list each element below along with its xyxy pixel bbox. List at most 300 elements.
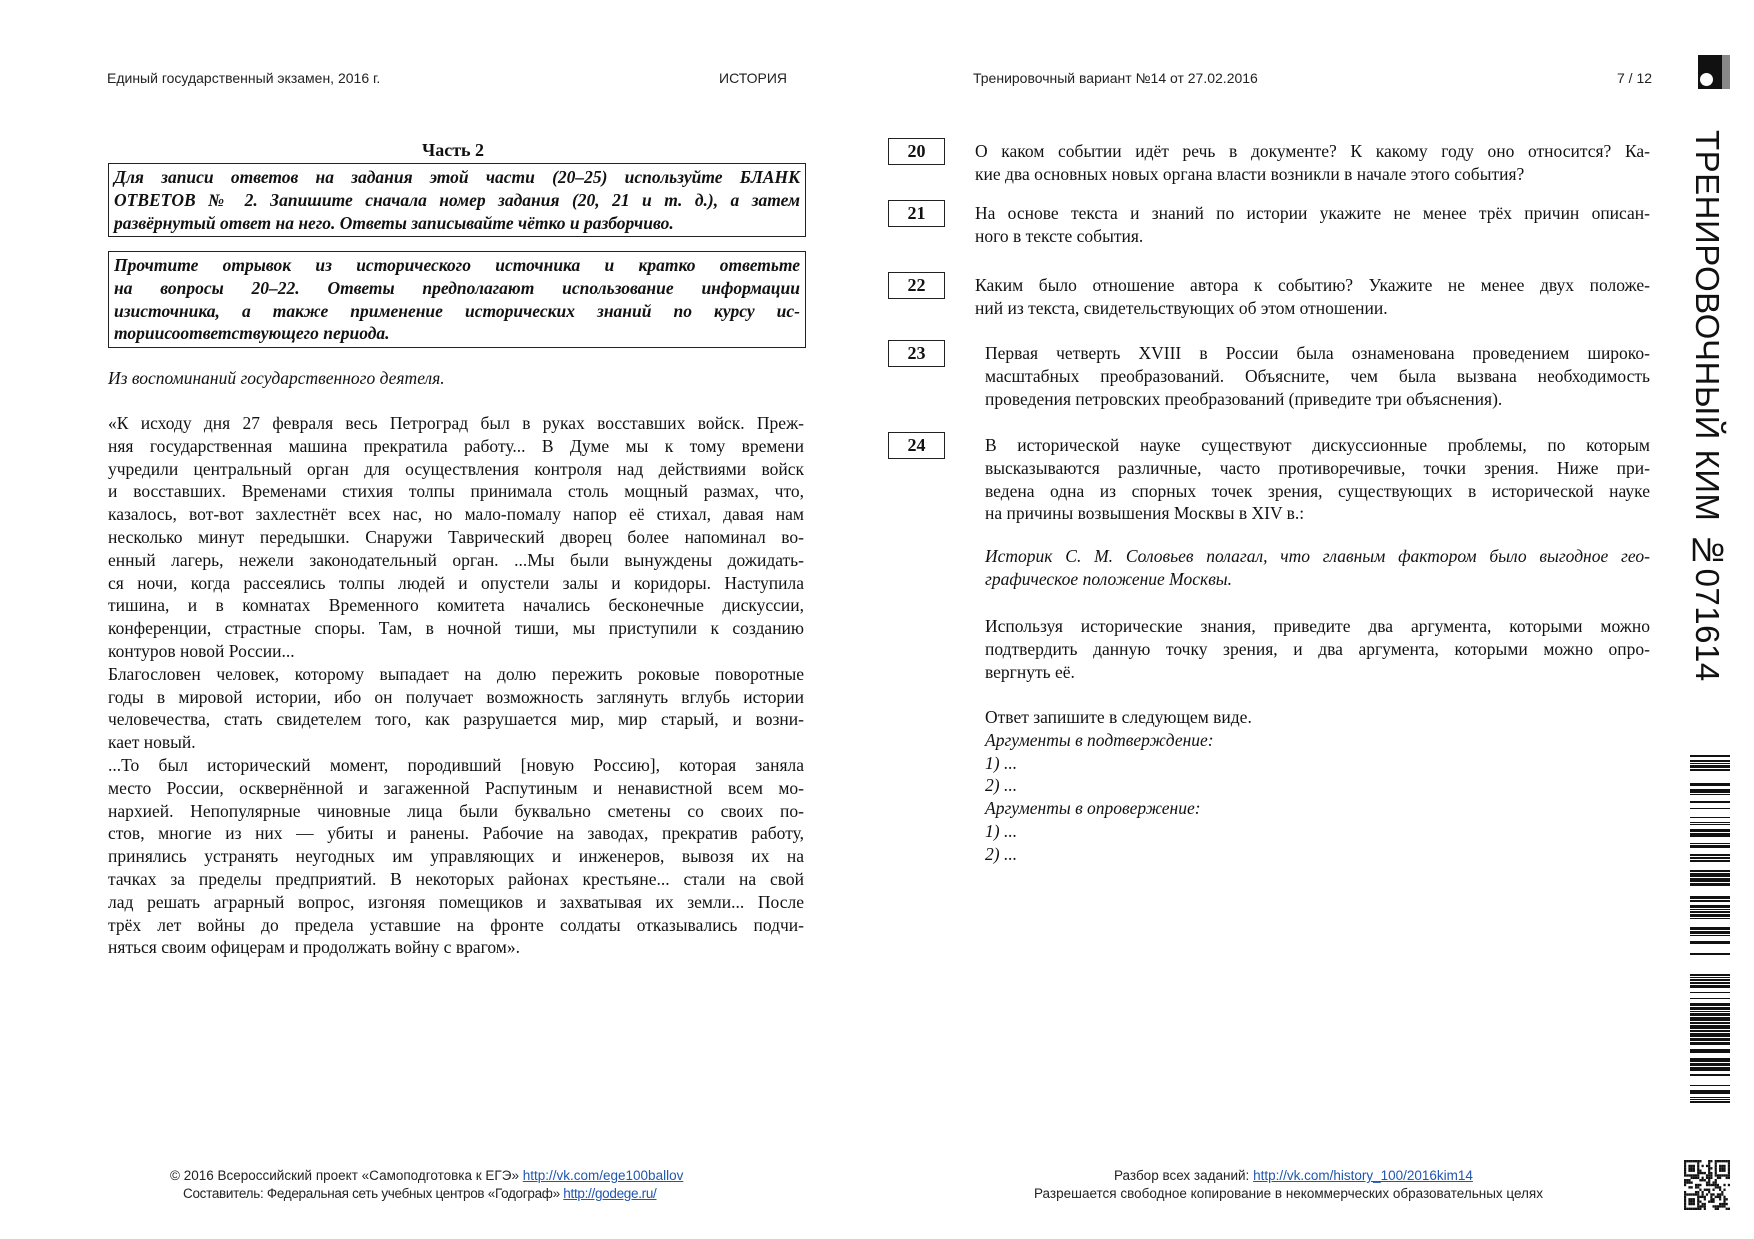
barcode-bar: [1690, 1025, 1730, 1029]
qr-module: [1721, 1170, 1723, 1172]
qr-module: [1708, 1170, 1710, 1172]
excerpt-line: и восставших. Временами стихия толпы принимала столь мощный размах, что,: [108, 481, 804, 502]
barcode-bar: [1690, 1074, 1730, 1076]
qr-module: [1684, 1191, 1686, 1193]
qr-module: [1728, 1160, 1730, 1162]
barcode-bar: [1690, 1101, 1730, 1103]
qr-module: [1693, 1174, 1695, 1176]
qr-module: [1719, 1193, 1721, 1195]
qr-module: [1721, 1193, 1723, 1195]
qr-module: [1712, 1189, 1714, 1191]
barcode-bar: [1690, 870, 1730, 872]
barcode-bar: [1690, 953, 1730, 955]
barcode-bar: [1690, 783, 1730, 786]
qr-module: [1702, 1193, 1704, 1195]
qr-module: [1697, 1167, 1699, 1169]
excerpt-line: тачках за пределы предприятий. В некоторых районах крестьяне... стали на свой: [108, 868, 804, 889]
qr-module: [1695, 1193, 1697, 1195]
qr-module: [1726, 1177, 1728, 1179]
qr-module: [1715, 1167, 1717, 1169]
question-text-23: [985, 342, 1650, 410]
barcode-bar: [1690, 763, 1730, 764]
excerpt-line: лад решать аграрный вопрос, изгоняя помещиков и захватывая их земли... После: [108, 891, 804, 912]
qr-module: [1708, 1177, 1710, 1179]
qr-module: [1697, 1174, 1699, 1176]
qr-module: [1706, 1193, 1708, 1195]
barcode-bar: [1690, 1090, 1730, 1094]
footer-left-line1: © 2016 Всероссийский проект «Самоподготовка к ЕГЭ» http://vk.com/ege100ballov: [170, 1168, 684, 1183]
qr-module: [1691, 1167, 1693, 1169]
barcode-bar: [1690, 794, 1730, 795]
confirm-item-2: 2) ...: [985, 775, 1018, 796]
qr-module: [1697, 1198, 1699, 1200]
header-variant: Тренировочный вариант №14 от 27.02.2016: [973, 70, 1258, 86]
qr-module: [1693, 1167, 1695, 1169]
qr-module: [1719, 1174, 1721, 1176]
barcode-bar: [1690, 829, 1730, 832]
qr-module: [1684, 1174, 1686, 1176]
qr-module: [1697, 1160, 1699, 1162]
qr-module: [1723, 1196, 1725, 1198]
qr-module: [1704, 1172, 1706, 1174]
qr-module: [1728, 1172, 1730, 1174]
qr-module: [1715, 1208, 1717, 1210]
excerpt-line: казалось, вот-вот захлестнёт всех нас, но мало-помалу напор её стихал, давая нам: [108, 504, 804, 525]
qr-module: [1684, 1179, 1686, 1181]
text-line: ведена одна из спорных точек зрения, существующих в исторической науке: [985, 480, 1650, 501]
barcode-bar: [1690, 878, 1730, 882]
excerpt-line: место России, осквернённой и загаженной Распутиным и ненавистной всем мо-: [108, 777, 804, 798]
barcode-bar: [1690, 918, 1730, 919]
excerpt-line: принялись устранять неугодных им управляющих и инженеров, вывозя их на: [108, 846, 804, 867]
text-line: подтвердить данную точку зрения, и два аргумента, которыми можно опро-: [985, 638, 1650, 659]
qr-module: [1706, 1165, 1708, 1167]
qr-module: [1702, 1196, 1704, 1198]
qr-module: [1697, 1191, 1699, 1193]
barcode-bar: [1690, 1058, 1730, 1062]
qr-module: [1710, 1196, 1712, 1198]
text-line: На основе текста и знаний по истории укажите не менее трёх причин описан-: [975, 203, 1650, 223]
qr-module: [1715, 1174, 1717, 1176]
text-line: О каком событии идёт речь в документе? К какому году оно относится? Ка-: [975, 141, 1650, 161]
qr-module: [1699, 1196, 1701, 1198]
qr-module: [1688, 1203, 1690, 1205]
qr-module: [1688, 1179, 1690, 1181]
qr-module: [1719, 1203, 1721, 1205]
excerpt-line: ...То был исторический момент, породивший [новую Россию], которая заняла: [108, 754, 804, 775]
barcode-bar: [1690, 896, 1730, 899]
qr-module: [1702, 1165, 1704, 1167]
qr-module: [1710, 1160, 1712, 1162]
barcode-bar: [1690, 1022, 1730, 1024]
qr-module: [1697, 1177, 1699, 1179]
qr-module: [1715, 1160, 1717, 1162]
text-line: ний из текста, свидетельствующих об этом отношении.: [975, 297, 1388, 318]
qr-module: [1693, 1165, 1695, 1167]
qr-module: [1695, 1186, 1697, 1188]
qr-module: [1719, 1170, 1721, 1172]
qr-module: [1719, 1205, 1721, 1207]
text-line: Прочтите отрывок из исторического источника и кратко ответьте: [114, 255, 800, 275]
qr-module: [1708, 1184, 1710, 1186]
barcode-bar: [1690, 941, 1730, 944]
qr-module: [1719, 1165, 1721, 1167]
excerpt-line: няя государственная машина прекратила работу... В Думе мы к тому времени: [108, 435, 804, 456]
question-text-20: [975, 140, 1650, 186]
q24-task: [985, 615, 1650, 683]
qr-module: [1726, 1208, 1728, 1210]
qr-module: [1728, 1167, 1730, 1169]
barcode-bar: [1690, 992, 1730, 993]
qr-module: [1717, 1186, 1719, 1188]
qr-module: [1721, 1160, 1723, 1162]
qr-module: [1708, 1189, 1710, 1191]
qr-module: [1699, 1208, 1701, 1210]
barcode-bar: [1690, 979, 1730, 981]
qr-module: [1715, 1162, 1717, 1164]
barcode-bar: [1690, 789, 1730, 793]
qr-module: [1704, 1196, 1706, 1198]
footer-left-line2: Составитель: Федеральная сеть учебных центров «Годограф» http://godege.ru/: [183, 1186, 657, 1201]
qr-module: [1691, 1181, 1693, 1183]
qr-module: [1712, 1198, 1714, 1200]
refute-item-1: 1) ...: [985, 820, 1018, 841]
barcode-bar: [1690, 1030, 1730, 1032]
qr-module: [1688, 1170, 1690, 1172]
qr-module: [1715, 1165, 1717, 1167]
barcode-bar: [1690, 883, 1730, 886]
text-line: ториисоответствующего периода.: [114, 323, 390, 344]
excerpt-line: ся ночи, когда рассеялись толпы людей и опустели залы и коридоры. Наступила: [108, 572, 804, 593]
barcode-bar: [1690, 974, 1730, 976]
answer-intro: Ответ запишите в следующем виде.: [985, 707, 1252, 727]
barcode-bar: [1690, 977, 1730, 978]
qr-module: [1708, 1172, 1710, 1174]
qr-module: [1712, 1205, 1714, 1207]
barcode-bar: [1690, 935, 1730, 936]
qr-module: [1723, 1200, 1725, 1202]
qr-module: [1723, 1184, 1725, 1186]
excerpt-line: «К исходу дня 27 февраля весь Петроград был в руках восставших войск. Преж-: [108, 413, 804, 433]
qr-module: [1710, 1177, 1712, 1179]
qr-module: [1688, 1181, 1690, 1183]
qr-module: [1728, 1177, 1730, 1179]
qr-module: [1684, 1165, 1686, 1167]
qr-module: [1717, 1174, 1719, 1176]
text-line: Каким было отношение автора к событию? Укажите не менее двух положе-: [975, 275, 1650, 295]
qr-module: [1717, 1160, 1719, 1162]
qr-module: [1715, 1196, 1717, 1198]
qr-module: [1688, 1167, 1690, 1169]
qr-module: [1728, 1170, 1730, 1172]
qr-module: [1723, 1167, 1725, 1169]
barcode-bar: [1690, 1007, 1730, 1010]
qr-module: [1710, 1167, 1712, 1169]
barcode-bar: [1690, 860, 1730, 862]
qr-module: [1723, 1205, 1725, 1207]
qr-module: [1723, 1160, 1725, 1162]
barcode-bar: [1690, 833, 1730, 837]
question-number-23: 23: [888, 340, 945, 367]
qr-module: [1723, 1174, 1725, 1176]
qr-module: [1717, 1196, 1719, 1198]
qr-module: [1712, 1200, 1714, 1202]
excerpt-line: стов, многие из них — убиты и ранены. Рабочие на заводах, прекратив работу,: [108, 823, 804, 844]
qr-module: [1691, 1170, 1693, 1172]
qr-module: [1688, 1165, 1690, 1167]
qr-module: [1702, 1172, 1704, 1174]
qr-module: [1702, 1179, 1704, 1181]
barcode-bar: [1690, 760, 1730, 762]
excerpt-line: енный лагерь, нежели законодательный орган. ...Мы были вынуждены дожидать-: [108, 549, 804, 570]
qr-module: [1708, 1200, 1710, 1202]
barcode-bar: [1690, 801, 1730, 803]
text-line: В исторической науке существуют дискуссионные проблемы, по которым: [985, 435, 1650, 455]
qr-module: [1717, 1177, 1719, 1179]
text-line: вергнуть её.: [985, 661, 1075, 682]
qr-module: [1723, 1198, 1725, 1200]
qr-module: [1704, 1189, 1706, 1191]
header-subject: ИСТОРИЯ: [719, 70, 788, 86]
barcode-bar: [1690, 905, 1730, 908]
qr-module: [1686, 1179, 1688, 1181]
qr-module: [1697, 1184, 1699, 1186]
qr-module: [1684, 1200, 1686, 1202]
qr-module: [1721, 1205, 1723, 1207]
qr-module: [1684, 1167, 1686, 1169]
qr-module: [1697, 1165, 1699, 1167]
qr-module: [1706, 1184, 1708, 1186]
qr-module: [1695, 1177, 1697, 1179]
footer-link-analysis[interactable]: http://vk.com/history_100/2016kim14: [1253, 1168, 1473, 1183]
qr-module: [1726, 1203, 1728, 1205]
qr-module: [1708, 1179, 1710, 1181]
qr-module: [1691, 1198, 1693, 1200]
qr-module: [1726, 1160, 1728, 1162]
qr-module: [1691, 1165, 1693, 1167]
qr-module: [1717, 1208, 1719, 1210]
qr-module: [1702, 1203, 1704, 1205]
barcode-bar: [1690, 998, 1730, 999]
text-line: кие два основных новых органа власти возникли в начале этого события?: [975, 163, 1525, 184]
qr-module: [1712, 1184, 1714, 1186]
qr-module: [1719, 1186, 1721, 1188]
barcode-bar: [1690, 808, 1730, 809]
qr-module: [1710, 1184, 1712, 1186]
qr-module: [1688, 1160, 1690, 1162]
logo-icon: [1698, 55, 1730, 89]
qr-module: [1684, 1162, 1686, 1164]
qr-module: [1699, 1205, 1701, 1207]
qr-module: [1684, 1160, 1686, 1162]
qr-module: [1697, 1170, 1699, 1172]
qr-module: [1706, 1181, 1708, 1183]
q24-answer-format: [985, 706, 1252, 866]
barcode-bar: [1690, 1038, 1730, 1041]
qr-module: [1691, 1200, 1693, 1202]
vertical-kim-title: ТРЕНИРОВОЧНЫЙ КИМ №071614: [1689, 130, 1726, 682]
excerpt-line: кает новый.: [108, 732, 196, 753]
barcode-bar: [1690, 1085, 1730, 1086]
question-number-20: 20: [888, 138, 945, 165]
barcode-bar: [1690, 982, 1730, 984]
qr-module: [1684, 1193, 1686, 1195]
question-text-22: [975, 274, 1650, 320]
qr-module: [1699, 1172, 1701, 1174]
barcode-bar: [1690, 985, 1730, 988]
qr-module: [1706, 1174, 1708, 1176]
qr-module: [1723, 1165, 1725, 1167]
qr-module: [1699, 1200, 1701, 1202]
qr-module: [1710, 1174, 1712, 1176]
qr-module: [1719, 1177, 1721, 1179]
question-number-22: 22: [888, 272, 945, 299]
text-line: высказываются различные, часто противоречивые, точки зрения. Ниже при-: [985, 457, 1650, 478]
qr-module: [1699, 1189, 1701, 1191]
qr-module: [1684, 1170, 1686, 1172]
barcode-bar: [1690, 857, 1730, 859]
qr-module: [1697, 1205, 1699, 1207]
barcode-bar: [1690, 822, 1730, 823]
qr-module: [1715, 1184, 1717, 1186]
qr-module: [1686, 1160, 1688, 1162]
excerpt-line: конференции, страстные споры. Там, в ночной тиши, мы приступили к созданию: [108, 618, 804, 639]
footer-link-vk-ege[interactable]: http://vk.com/ege100ballov: [522, 1168, 684, 1183]
qr-module: [1695, 1184, 1697, 1186]
qr-module: [1723, 1203, 1725, 1205]
qr-module: [1712, 1193, 1714, 1195]
footer-right-line1: Разбор всех заданий: http://vk.com/history_100/2016kim14: [1114, 1168, 1473, 1183]
qr-module: [1697, 1196, 1699, 1198]
qr-module: [1697, 1208, 1699, 1210]
text-line: Для записи ответов на задания этой части (20–25) используйте БЛАНК: [114, 167, 800, 187]
qr-module: [1721, 1203, 1723, 1205]
qr-module: [1728, 1162, 1730, 1164]
qr-module: [1704, 1198, 1706, 1200]
qr-module: [1684, 1198, 1686, 1200]
qr-module: [1699, 1170, 1701, 1172]
text-line: Первая четверть XVIII в России была ознаменована проведением широко-: [985, 343, 1650, 363]
qr-module: [1728, 1165, 1730, 1167]
qr-module: [1693, 1193, 1695, 1195]
qr-module: [1691, 1193, 1693, 1195]
text-line: ОТВЕТОВ № 2. Запишите сначала номер задания (20, 21 и т. д.), а затем: [114, 189, 800, 210]
barcode-bar: [1690, 1013, 1730, 1016]
qr-module: [1697, 1172, 1699, 1174]
barcode-bar: [1690, 911, 1730, 913]
qr-module: [1688, 1208, 1690, 1210]
qr-module: [1717, 1193, 1719, 1195]
refute-label: Аргументы в опровержение:: [985, 798, 1201, 819]
qr-module: [1699, 1179, 1701, 1181]
qr-module: [1728, 1208, 1730, 1210]
question-text-24: [985, 434, 1650, 525]
barcode-bar: [1690, 900, 1730, 902]
qr-module: [1697, 1186, 1699, 1188]
text-line: проведения петровских преобразований (приведите три объяснения).: [985, 388, 1503, 409]
barcode-bar: [1690, 1017, 1730, 1021]
text-line: на вопросы 20–22. Ответы предполагают использование информации: [114, 277, 800, 298]
qr-module: [1723, 1189, 1725, 1191]
reading-instruction-box: [108, 251, 806, 348]
qr-module: [1708, 1167, 1710, 1169]
text-line: развёрнутый ответ на него. Ответы записывайте чётко и разборчиво.: [114, 212, 674, 233]
qr-module: [1688, 1186, 1690, 1188]
text-line: изисточника, а также применение исторических знаний по курсу ис-: [114, 300, 800, 321]
qr-module: [1695, 1160, 1697, 1162]
qr-module: [1686, 1181, 1688, 1183]
qr-module: [1728, 1174, 1730, 1176]
qr-module: [1726, 1174, 1728, 1176]
refute-item-2: 2) ...: [985, 843, 1018, 864]
source-excerpt: [108, 412, 804, 959]
qr-module: [1706, 1177, 1708, 1179]
qr-module: [1693, 1170, 1695, 1172]
qr-module: [1691, 1186, 1693, 1188]
barcode-bar: [1690, 1097, 1730, 1098]
qr-module: [1697, 1193, 1699, 1195]
qr-module: [1708, 1162, 1710, 1164]
qr-module: [1721, 1167, 1723, 1169]
barcode-bar: [1690, 927, 1730, 930]
text-line: ного в тексте события.: [975, 225, 1144, 246]
barcode-bar: [1690, 1033, 1730, 1037]
qr-module: [1697, 1200, 1699, 1202]
source-caption: Из воспоминаний государственного деятеля.: [108, 368, 445, 388]
qr-module: [1688, 1200, 1690, 1202]
barcode-bar: [1690, 843, 1730, 844]
qr-module: [1699, 1184, 1701, 1186]
excerpt-line: контуров новой России...: [108, 640, 295, 661]
text-line: Используя исторические знания, приведите два аргумента, которыми можно: [985, 616, 1650, 636]
barcode-bar: [1690, 769, 1730, 771]
qr-module: [1708, 1165, 1710, 1167]
excerpt-line: несколько минут передышки. Снаружи Таврический дворец более напоминал во-: [108, 526, 804, 547]
qr-module: [1712, 1181, 1714, 1183]
footer-link-godege[interactable]: http://godege.ru/: [563, 1186, 657, 1201]
excerpt-line: трёх лет войны до предела уставшие на фронте солдаты отказывались подчи-: [108, 914, 804, 935]
qr-module: [1684, 1208, 1686, 1210]
qr-module: [1695, 1191, 1697, 1193]
qr-module: [1695, 1208, 1697, 1210]
qr-module: [1693, 1203, 1695, 1205]
qr-module: [1721, 1165, 1723, 1167]
barcode-bar: [1690, 914, 1730, 917]
confirm-item-1: 1) ...: [985, 752, 1018, 773]
qr-module: [1717, 1205, 1719, 1207]
qr-module: [1686, 1193, 1688, 1195]
barcode-bar: [1690, 873, 1730, 877]
qr-module: [1706, 1189, 1708, 1191]
qr-module: [1704, 1208, 1706, 1210]
qr-module: [1710, 1172, 1712, 1174]
qr-module: [1715, 1170, 1717, 1172]
qr-module: [1686, 1174, 1688, 1176]
qr-module: [1684, 1184, 1686, 1186]
question-number-24: 24: [888, 432, 945, 459]
qr-module: [1695, 1174, 1697, 1176]
qr-module: [1686, 1208, 1688, 1210]
qr-module: [1708, 1160, 1710, 1162]
text-line: на причины возвышения Москвы в XIV в.:: [985, 503, 1305, 524]
qr-module: [1702, 1177, 1704, 1179]
confirm-label: Аргументы в подтверждение:: [985, 729, 1214, 750]
qr-module: [1704, 1205, 1706, 1207]
qr-module: [1684, 1181, 1686, 1183]
qr-module: [1719, 1196, 1721, 1198]
qr-module: [1719, 1198, 1721, 1200]
qr-module: [1708, 1181, 1710, 1183]
